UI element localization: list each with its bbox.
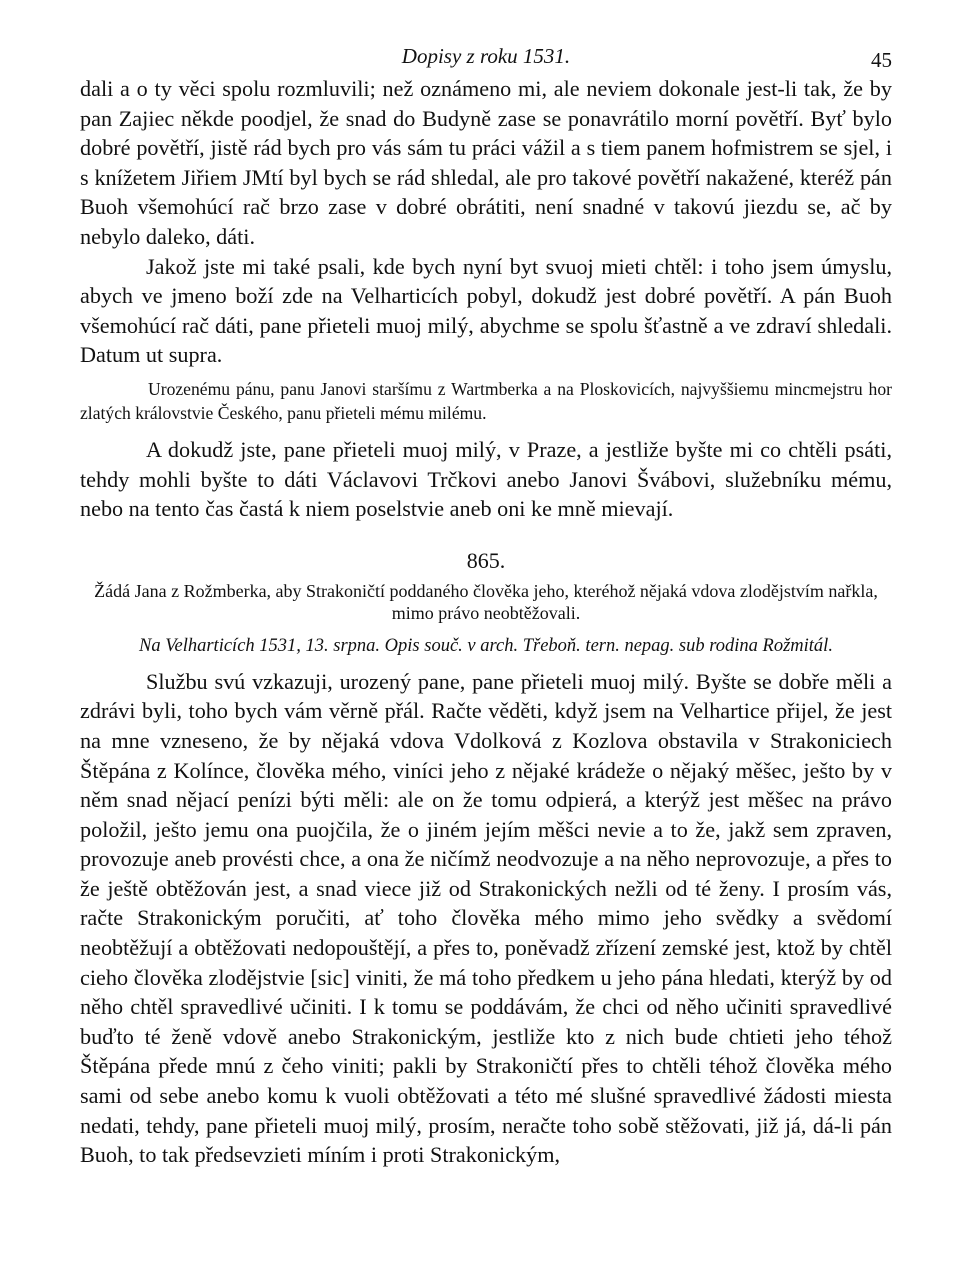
page <box>80 40 892 1170</box>
paragraph-continuation: dali a o ty věci spolu rozmluvili; než oznámeno mi, ale neviem dokonale jest-li tak, že by pan Zajiec někde poodjel, že snad do Budyně zase se ponavrátilo morní povětří. Byť bylo dobré povětří, jistě rád bych pro vás sám tu práci vážil a s tiem panem hofmistrem se sjel, i s knížetem Jiřiem JMtí byl bych se rád shledal, ale pro takové povětří nakažené, kteréž pán Buoh všemohúcí rač brzo zase v dobré obrátiti, není snadné v takovú jiezdu se, ač by nebylo daleko, dáti. <box>80 76 892 249</box>
running-head <box>80 40 892 74</box>
postscript: A dokudž jste, pane přieteli muoj milý, v Praze, a jestliže byšte mi co chtěli psáti, tehdy mohli byšte to dáti Václavovi Trčkovi anebo Janovi Švábovi, služebníku mému, nebo na tento čas častá k niem poselstvie aneb oni ke mně mievají. <box>80 436 892 522</box>
running-title: Dopisy z roku 1531. <box>401 44 571 68</box>
document-summary: Žádá Jana z Rožmberka, aby Strakoničtí poddaného člověka jeho, kteréhož nějaká vdova zlodějstvím nařkla, mimo právo neobtěžovali. <box>94 580 878 623</box>
letter-body: Službu svú vzkazuji, urozený pane, pane přieteli muoj milý. Byšte se dobře měli a zdrávi byli, toho bych vám věrně přál. Račte věděti, když jsem na Velhartice přijel, že jest na mne vzneseno, že by nějaká vdova Vdolková z Kozlova obstavila v Strakoniciech Štěpána z Kolínce, člověka mého, viníci jeho z nějaké krádeže o nějaký měšec, ješto by v něm snad nějací penízi býti měli: ale on že tomu odpierá, a kterýž jest měšec na právo položil, ješto jemu ona puojčila, že o jiném jejím měšci nevie a to že, jakž sem zpraven, provozuje aneb provésti chce, a ona že ničímž neodvozuje a na něho neprovozuje, a přes to že ještě obtěžován jest, a snad viece již od Strakonických nežli od té ženy. I prosím vás, račte Strakonickým poručiti, ať toho člověka mého mimo jeho svědky a svědomí neobtěžují a obtěžovati nedopouštějí, a přes to, poněvadž zřízení zemské jest, ktož by chtěl cieho člověka zlodějstvie [sic] viniti, že má toho předkem u jeho pána hledati, kterýž by od něho chtěl spravedlivé učiniti. I k tomu se poddávám, že chci od něho učiniti spravedlivé buďto té ženě vdově anebo Strakonickým, jestliže kto z nich bude chtieti jeho téhož Štěpána přede mnú z čeho viniti; pakli by Strakoničtí přes to chtěli téhož člověka mého sami od sebe anebo komu k vuoli obtěžovati a této mé slušné spravedlivé žádosti miesta nedati, tehdy, pane přieteli muoj milý, prosím, neračte toho sobě stěžovati, již já, dá-li pán Buoh, to tak předsevzieti míním i proti Strakonickým, <box>80 668 892 1168</box>
paragraph-closing: Jakož jste mi také psali, kde bych nyní byt svuoj mieti chtěl: i toho jsem úmyslu, abych ve jmeno boží zde na Velharticích pobyl, dokudž jest dobré povětří. A pán Buoh všemohúcí rač dáti, pane přieteli muoj milý, abychme se spolu šťastně a ve zdraví shledali. Datum ut supra. <box>80 253 892 368</box>
document-number: 865. <box>466 547 506 573</box>
letter-address: Urozenému pánu, panu Janovi staršímu z Wartmberka a na Ploskovicích, najvyššiemu mincmejstru hor zlatých královstvie Českého, panu přieteli mému milému. <box>80 378 892 423</box>
document-source: Na Velharticích 1531, 13. srpna. Opis souč. v arch. Třeboň. tern. nepag. sub rodina Rožmitál. <box>139 635 833 656</box>
page-number: 45 <box>871 48 892 72</box>
